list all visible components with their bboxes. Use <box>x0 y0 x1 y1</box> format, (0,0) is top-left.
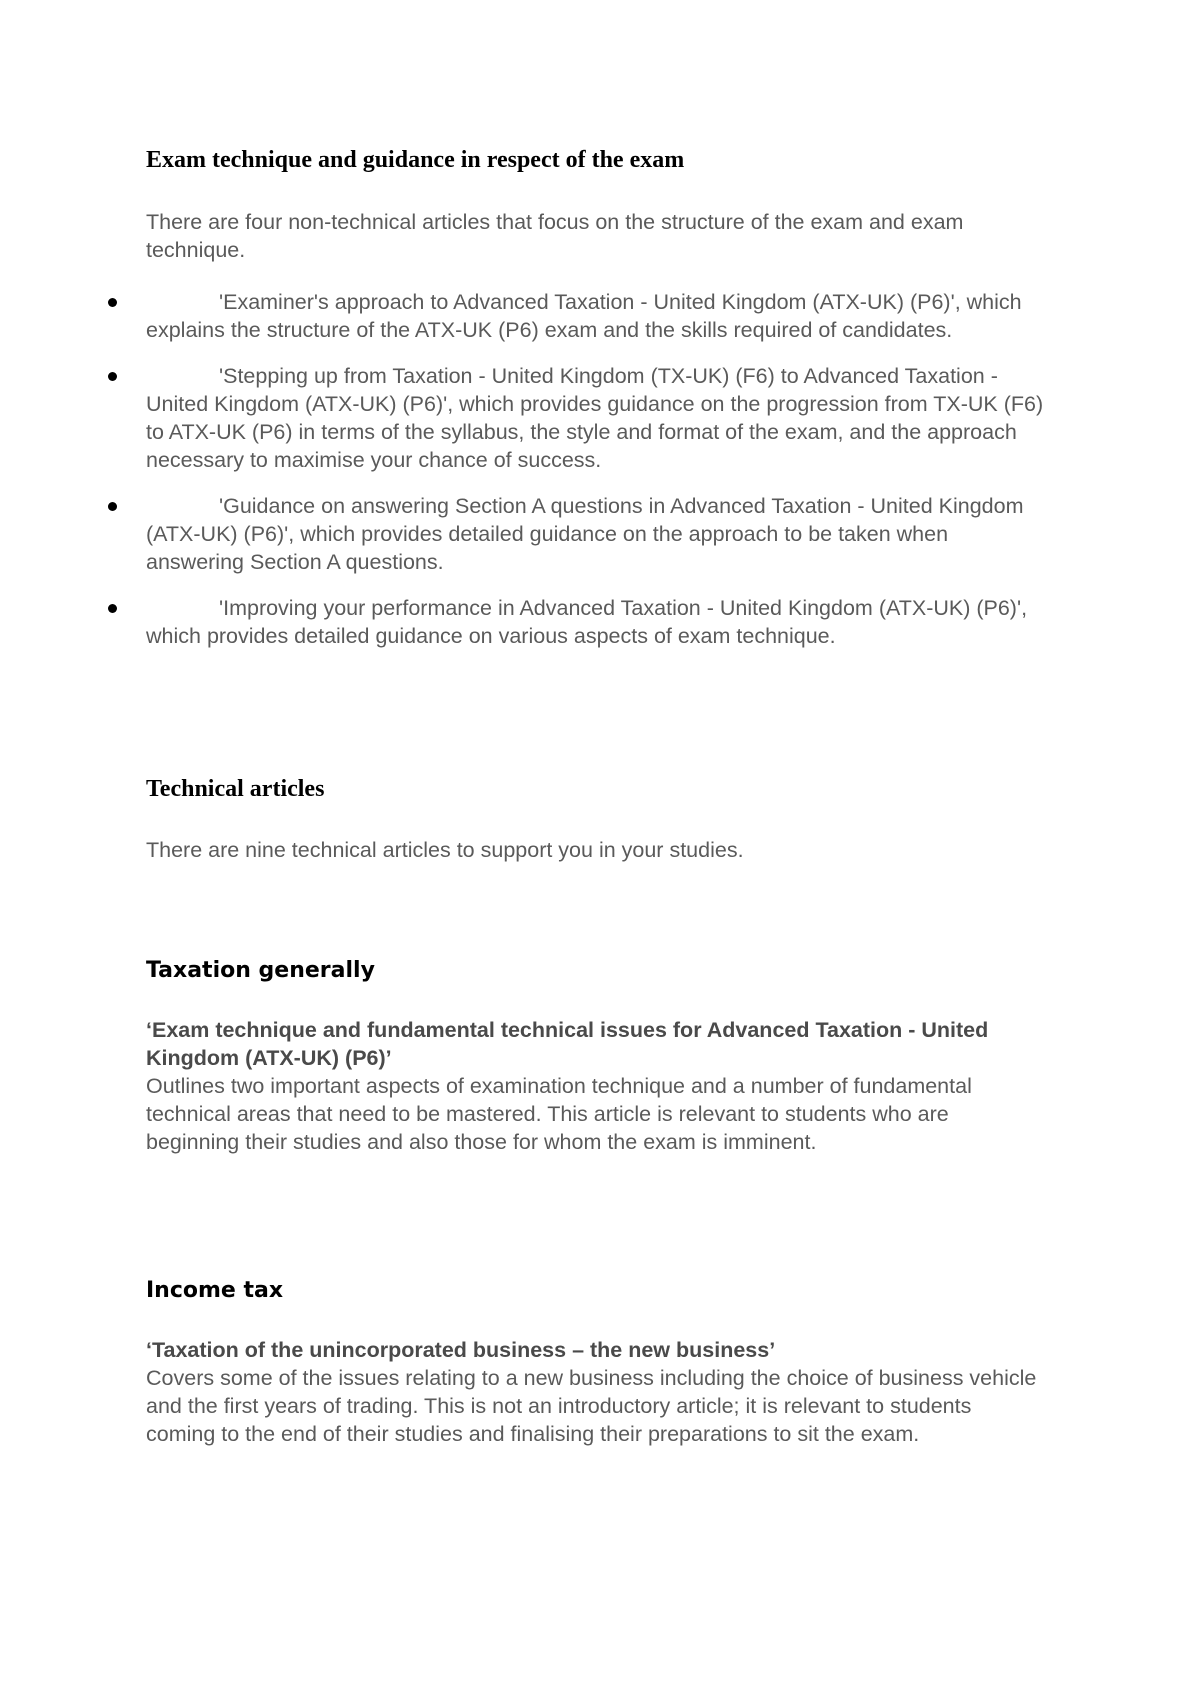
bullet-icon <box>108 372 117 381</box>
bullet-icon <box>108 502 117 511</box>
exam-technique-article-list <box>146 288 1046 668</box>
article-description: Outlines two important aspects of examination technique and a number of fundamental technical areas that need to be mastered. This article is relevant to students who are beginning their studies and also those for whom the exam is imminent. <box>146 1074 972 1154</box>
article-title: ‘Taxation of the unincorporated business – the new business’ <box>146 1338 776 1362</box>
bullet-icon <box>108 604 117 613</box>
subheading-income-tax: Income tax <box>146 1278 284 1303</box>
article-entry-taxation-generally <box>146 1016 1046 1156</box>
list-item-text: 'Guidance on answering Section A questions in Advanced Taxation - United Kingdom (ATX-UK) (P6)', which provides detailed guidance on the approach to be taken when answering Section A questions. <box>146 494 1024 574</box>
article-description: Covers some of the issues relating to a new business including the choice of business vehicle and the first years of trading. This is not an introductory article; it is relevant to students coming to the end of their studies and finalising their preparations to sit the exam. <box>146 1366 1037 1446</box>
list-item <box>146 362 1046 474</box>
list-item-text: 'Stepping up from Taxation - United Kingdom (TX-UK) (F6) to Advanced Taxation - United Kingdom (ATX-UK) (P6)', which provides guidance on the progression from TX-UK (F6) to ATX-UK (P6) in terms of the syllabus, the style and format of the exam, and the approach necessary to maximise your chance of success. <box>146 364 1044 472</box>
section-heading-exam-technique: Exam technique and guidance in respect of the exam <box>146 147 685 173</box>
article-title: ‘Exam technique and fundamental technical issues for Advanced Taxation - United Kingdom (ATX-UK) (P6)’ <box>146 1018 989 1070</box>
section-intro-technical-articles: There are nine technical articles to support you in your studies. <box>146 838 744 862</box>
list-item <box>146 288 1046 344</box>
section-heading-technical-articles: Technical articles <box>146 776 325 802</box>
section-intro-exam-technique: There are four non-technical articles that focus on the structure of the exam and exam technique. <box>146 210 964 262</box>
subheading-taxation-generally: Taxation generally <box>146 958 375 983</box>
list-item-text: 'Examiner's approach to Advanced Taxation - United Kingdom (ATX-UK) (P6)', which explains the structure of the ATX-UK (P6) exam and the skills required of candidates. <box>146 290 1022 342</box>
bullet-icon <box>108 298 117 307</box>
list-item <box>146 594 1046 650</box>
list-item-text: 'Improving your performance in Advanced Taxation - United Kingdom (ATX-UK) (P6)', which provides detailed guidance on various aspects of exam technique. <box>146 596 1028 648</box>
list-item <box>146 492 1046 576</box>
article-entry-income-tax <box>146 1336 1046 1448</box>
